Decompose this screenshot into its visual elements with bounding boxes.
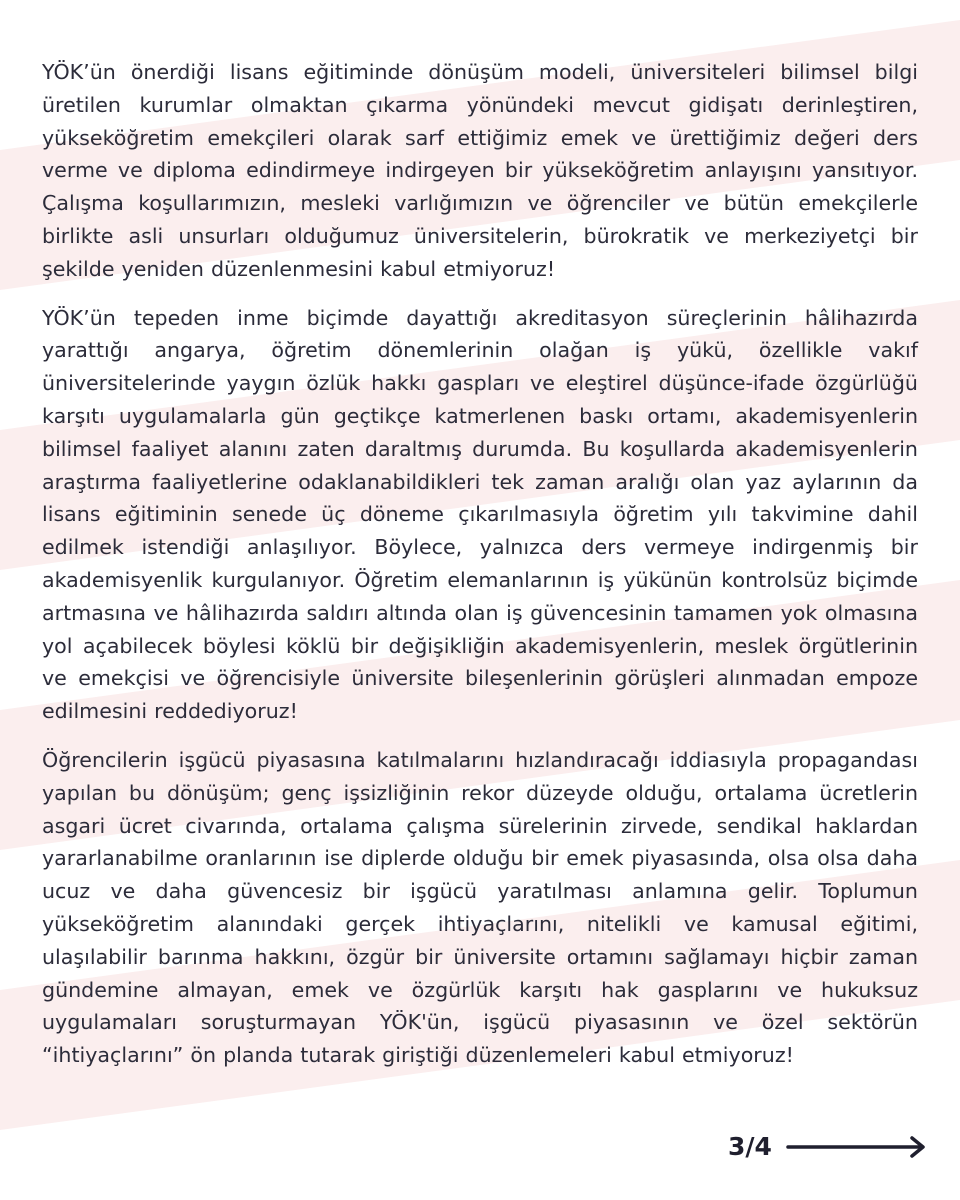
paragraph-1: YÖK’ün önerdiği lisans eğitiminde dönüşüm modeli, üniversiteleri bilimsel bilgi üretilen kurumlar olmaktan çıkarma yönündeki mevcut gidişatı derinleştiren, yükseköğretim emekçileri olarak sarf ettiğimiz emek ve ürettiğimiz değeri ders verme ve diploma edindirmeye indirgeyen bir yükseköğretim anlayışını yansıtıyor. Çalışma koşullarımızın, mesleki varlığımızın ve öğrenciler ve bütün emekçilerle birlikte asli unsurları olduğumuz üniversitelerin, bürokratik ve merkeziyetçi bir şekilde yeniden düzenlenmesini kabul etmiyoruz! (42, 60, 918, 281)
pagination (728, 1132, 928, 1161)
page-number: 3/4 (728, 1132, 772, 1161)
document-body (42, 56, 918, 1088)
paragraph-3: Öğrencilerin işgücü piyasasına katılmalarını hızlandıracağı iddiasıyla propagandası yapılan bu dönüşüm; genç işsizliğinin rekor düzeyde olduğu, ortalama ücretlerin asgari ücret civarında, ortalama çalışma sürelerinin zirvede, sendikal haklardan yararlanabilme oranlarının ise diplerde olduğu bir emek piyasasında, olsa olsa daha ucuz ve daha güvencesiz bir işgücü yaratılması anlamına gelir. Toplumun yükseköğretim alanındaki gerçek ihtiyaçlarını, nitelikli ve kamusal eğitimi, ulaşılabilir barınma hakkını, özgür bir üniversite ortamını sağlamayı hiçbir zaman gündemine almayan, emek ve özgürlük karşıtı hak gasplarını ve hukuksuz uygulamaları soruşturmayan YÖK'ün, işgücü piyasasının ve özel sektörün “ihtiyaçlarını” ön planda tutarak giriştiği düzenlemeleri kabul etmiyoruz! (42, 747, 918, 1068)
arrow-right-icon[interactable] (786, 1135, 928, 1159)
paragraph-2: YÖK’ün tepeden inme biçimde dayattığı akreditasyon süreçlerinin hâlihazırda yarattığı angarya, öğretim dönemlerinin olağan iş yükü, özellikle vakıf üniversitelerinde yaygın özlük hakkı gaspları ve eleştirel düşünce-ifade özgürlüğü karşıtı uygulamalarla gün geçtikçe katmerlenen baskı ortamı, akademisyenlerin bilimsel faaliyet alanını zaten daraltmış durumda. Bu koşullarda akademisyenlerin araştırma faaliyetlerine odaklanabildikleri tek zaman aralığı olan yaz aylarının da lisans eğitiminin senede üç döneme çıkarılmasıyla öğretim yılı takvimine dahil edilmek istendiği anlaşılıyor. Böylece, yalnızca ders vermeye indirgenmiş bir akademisyenlik kurgulanıyor. Öğretim elemanlarının iş yükünün kontrolsüz biçimde artmasına ve hâlihazırda saldırı altında olan iş güvencesinin tamamen yok olmasına yol açabilecek böylesi köklü bir değişikliğin akademisyenlerin, meslek örgütlerinin ve emekçisi ve öğrencisiyle üniversite bileşenlerinin görüşleri alınmadan empoze edilmesini reddediyoruz! (42, 305, 918, 724)
